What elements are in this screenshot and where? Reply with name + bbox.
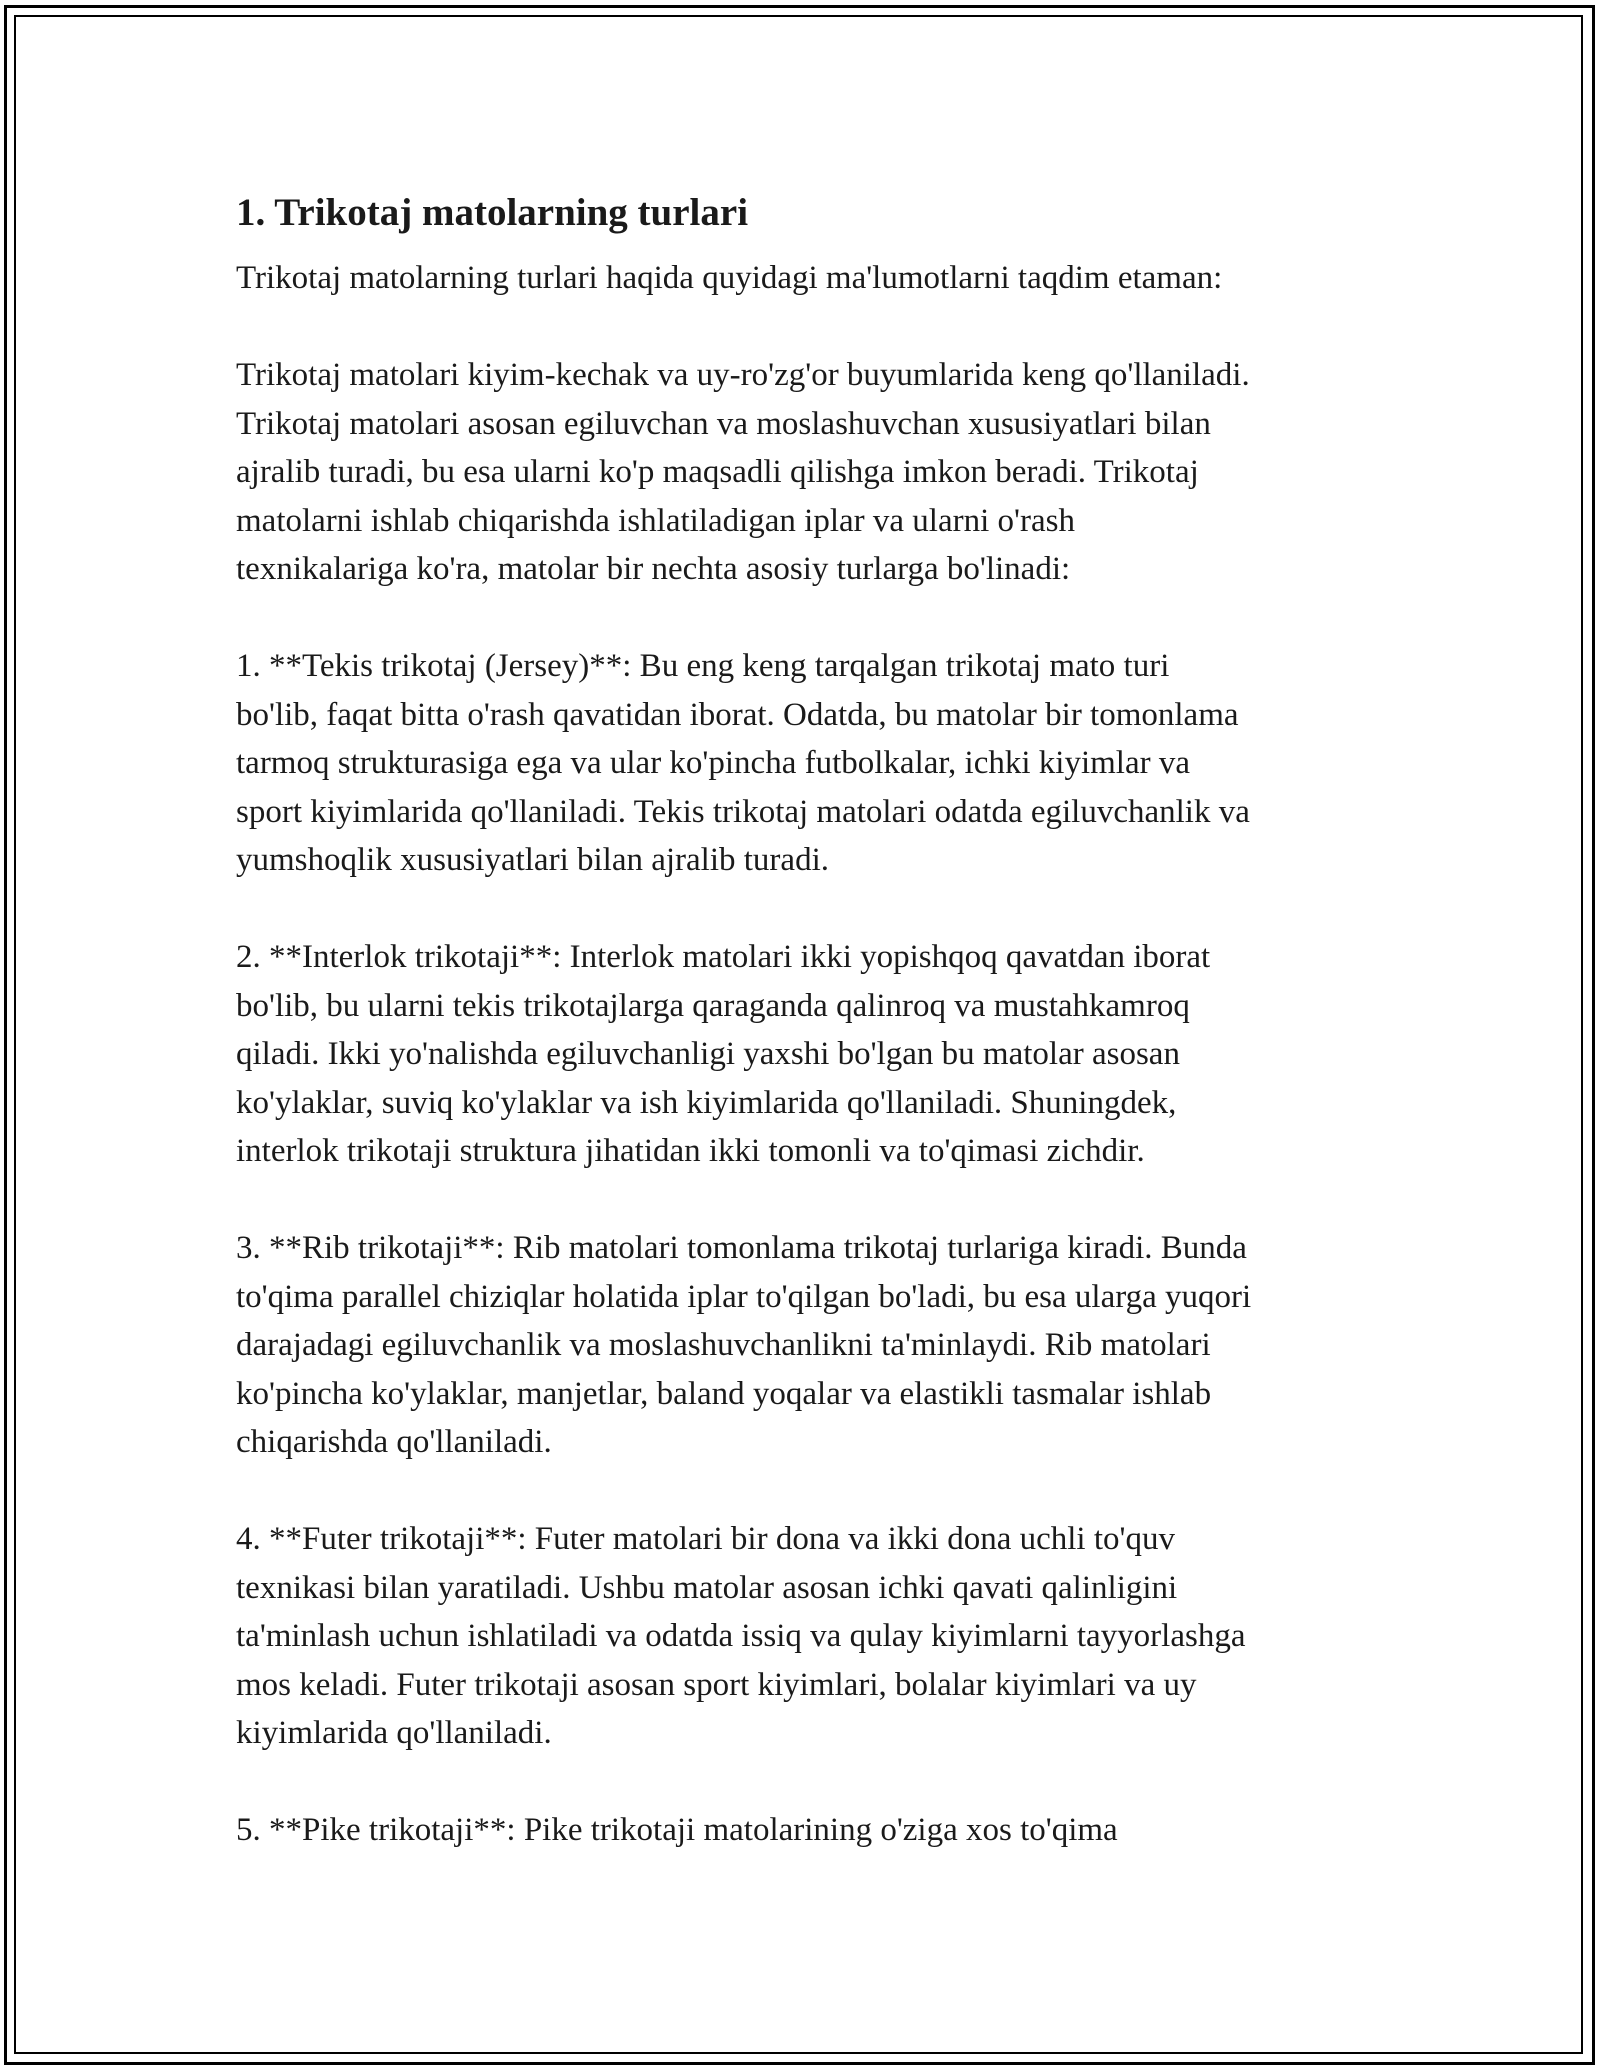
page-title: 1. Trikotaj matolarning turlari <box>236 191 749 234</box>
list-item-pike: 5. **Pike trikotaji**: Pike trikotaji matolarining o'ziga xos to'qima <box>236 1812 1118 1848</box>
overview-paragraph: Trikotaj matolari kiyim-kechak va uy-ro'zg'or buyumlarida keng qo'llaniladi. Trikotaj matolari asosan egiluvchan va moslashuvchan xususiyatlari bilan ajralib turadi, bu esa ularni ko'p maqsadli qilishga imkon beradi. Trikotaj matolarni ishlab chiqarishda ishlatiladigan iplar va ularni o'rash texnikalariga ko'ra, matolar bir nechta asosiy turlarga bo'linadi: <box>236 357 1250 587</box>
document-body <box>236 186 1376 1903</box>
list-item-jersey: 1. **Tekis trikotaj (Jersey)**: Bu eng keng tarqalgan trikotaj mato turi bo'lib, faqat bitta o'rash qavatidan iborat. Odatda, bu matolar bir tomonlama tarmoq strukturasiga ega va ular ko'pincha futbolkalar, ichki kiyimlar va sport kiyimlarida qo'llaniladi. Tekis trikotaj matolari odatda egiluvchanlik va yumshoqlik xususiyatlari bilan ajralib turadi. <box>236 648 1250 878</box>
intro-paragraph: Trikotaj matolarning turlari haqida quyidagi ma'lumotlarni taqdim etaman: <box>236 260 1223 296</box>
list-item-rib: 3. **Rib trikotaji**: Rib matolari tomonlama trikotaj turlariga kiradi. Bunda to'qima parallel chiziqlar holatida iplar to'qilgan bo'ladi, bu esa ularga yuqori darajadagi egiluvchanlik va moslashuvchanlikni ta'minlaydi. Rib matolari ko'pincha ko'ylaklar, manjetlar, baland yoqalar va elastikli tasmalar ishlab chiqarishda qo'llaniladi. <box>236 1230 1252 1460</box>
list-item-interlok: 2. **Interlok trikotaji**: Interlok matolari ikki yopishqoq qavatdan iborat bo'lib, bu ularni tekis trikotajlarga qaraganda qalinroq va mustahkamroq qiladi. Ikki yo'nalishda egiluvchanligi yaxshi bo'lgan bu matolar asosan ko'ylaklar, suviq ko'ylaklar va ish kiyimlarida qo'llaniladi. Shuningdek, interlok trikotaji struktura jihatidan ikki tomonli va to'qimasi zichdir. <box>236 939 1211 1169</box>
list-item-futer: 4. **Futer trikotaji**: Futer matolari bir dona va ikki dona uchli to'quv texnikasi bilan yaratiladi. Ushbu matolar asosan ichki qavati qalinligini ta'minlash uchun ishlatiladi va odatda issiq va qulay kiyimlarni tayyorlashga mos keladi. Futer trikotaji asosan sport kiyimlari, bolalar kiyimlari va uy kiyimlarida qo'llaniladi. <box>236 1521 1246 1751</box>
